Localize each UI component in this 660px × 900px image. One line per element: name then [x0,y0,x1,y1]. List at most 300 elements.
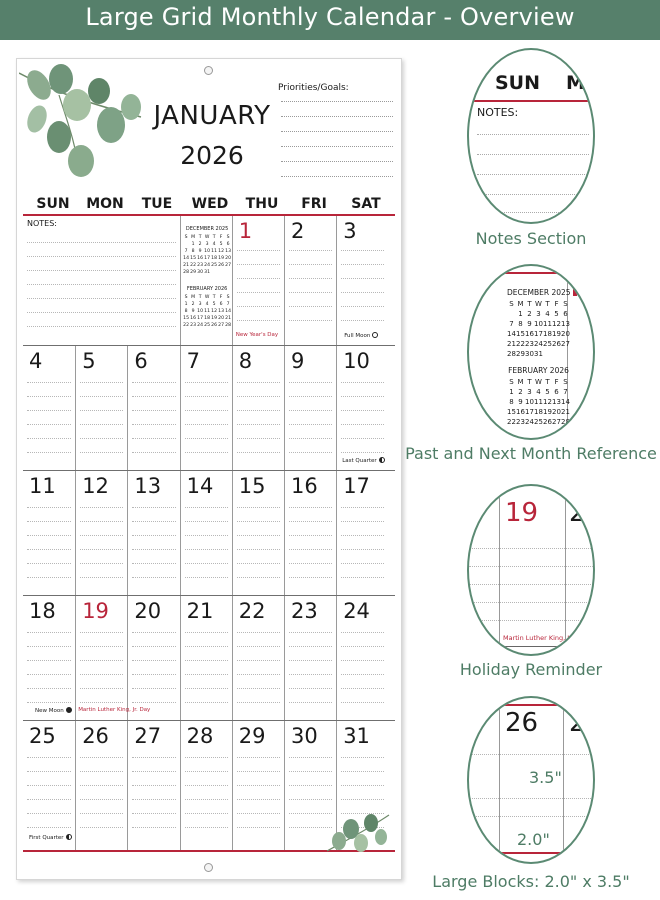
zoom-mini-day: M [517,300,524,308]
day-line [27,521,71,522]
day-line [185,757,228,758]
moon-new-label: New Moon [35,708,64,714]
day-cell[interactable] [336,216,388,345]
mini-calendar-prev-month [183,226,232,276]
priorities-line [281,146,393,147]
day-line [237,563,280,564]
day-line [80,535,123,536]
day-line [341,292,384,293]
mini-calendar-day: 19 [218,256,225,261]
zoom-mini-day: 27 [561,340,570,348]
zoom-mini-day: 14 [507,330,516,338]
day-line [289,799,332,800]
mini-calendar-day: 21 [225,316,232,321]
zoom-mini-day: 7 [563,388,568,396]
day-number: 12 [82,474,109,498]
day-number: 16 [291,474,318,498]
day-line [289,771,332,772]
mini-calendar-day: S [226,235,230,240]
zoom-mini-day: 5 [554,310,559,318]
zoom-mini-day: 21 [507,340,516,348]
zoom-mini-day: 28 [561,418,570,426]
mini-calendar-day: 3 [198,302,202,307]
zoom-mini-day: 13 [561,320,570,328]
zoom-mini-day: 6 [563,310,568,318]
mini-calendar-day: 30 [197,270,204,275]
day-line [341,563,384,564]
day-cell[interactable] [23,721,75,850]
priorities-label: Priorities/Goals: [278,83,349,93]
mini-calendar-day: 24 [197,323,204,328]
zoom-dimension-width: 2.0" [517,830,550,849]
mini-calendar-day: W [204,235,210,240]
day-number: 27 [134,724,162,748]
zoom-mini-day: 4 [545,310,550,318]
moon-new [35,707,72,714]
day-line [27,688,71,689]
zoom-mini-day: 23 [516,418,525,426]
day-line [132,549,175,550]
holiday-new-years-label: New Year's Day [235,332,279,338]
weekday-thu: THU [245,196,279,212]
notes-line [27,242,176,243]
mini-calendar-day: 23 [190,323,197,328]
day-line [185,632,228,633]
mini-calendar-day: W [204,295,210,300]
day-line [80,521,123,522]
day-number: 15 [238,474,266,498]
day-line [341,438,384,439]
notes-line [27,326,176,327]
day-line [132,410,175,411]
zoom-mini-day: 25 [543,340,552,348]
mini-calendar-day: 3 [205,242,209,247]
hanging-hole-bottom [204,863,213,872]
mini-calendar-day: 4 [212,242,216,247]
day-cell[interactable] [75,596,127,720]
zoom-day-line [469,754,593,755]
day-line [237,785,280,786]
day-line [27,549,71,550]
day-line [289,632,332,633]
day-cell[interactable] [127,471,179,595]
day-line [289,292,332,293]
day-line [289,507,332,508]
holiday-mlk-label: Martin Luther King, Jr. Day [78,707,151,713]
day-line [289,646,332,647]
day-line [185,646,228,647]
mini-calendar-day: M [191,295,196,300]
day-cell[interactable] [127,596,179,720]
day-line [132,632,175,633]
day-cell[interactable] [232,346,284,470]
mini-calendar-day: 12 [211,309,218,314]
mini-calendar-day: 11 [204,309,211,314]
day-line [341,278,384,279]
moon-phase-icon [379,457,385,463]
day-number: 24 [343,599,370,623]
zoom-mini-day [507,309,516,319]
day-line [80,396,123,397]
day-cell[interactable] [284,216,336,345]
day-number: 25 [29,724,56,748]
day-cell[interactable] [127,721,179,850]
notes-line [27,270,176,271]
zoom-mini-day: 18 [534,408,543,416]
mini-calendar-day: 9 [198,249,202,254]
day-line [185,549,228,550]
day-line [341,535,384,536]
day-line [185,771,228,772]
day-line [132,396,175,397]
zoom-mini-day [552,349,561,359]
day-line [27,771,71,772]
holiday-mlk [78,707,150,713]
day-line [185,660,228,661]
zoom-mini-day: M [517,378,524,386]
day-line [237,507,280,508]
zoom-mini-day: 13 [552,398,561,406]
day-line [27,799,71,800]
day-number: 2 [291,219,305,243]
zoom-mini-day: 2 [527,310,532,318]
calendar-week-row [23,216,395,346]
zoom-mini-day: T [527,300,532,308]
day-line [80,660,123,661]
zoom-mini-day: 24 [525,418,534,426]
day-number: 31 [343,724,370,748]
zoom-sun-label: SUN [495,72,541,94]
zoom-mini-day: S [509,378,514,386]
zoom-mini-day: 14 [561,398,570,406]
zoom-month-reference [467,264,595,440]
day-line [185,563,228,564]
mini-calendar-day: 18 [211,256,218,261]
moon-first-quarter-label: First Quarter [29,835,64,841]
mini-calendar-day: 12 [218,249,225,254]
zoom-note-line [477,194,589,195]
day-line [341,452,384,453]
day-cell[interactable] [127,346,179,470]
day-cell[interactable] [23,596,75,720]
day-line [185,702,228,703]
zoom-mini-day [543,349,552,359]
zoom-mini-day: 9 [527,320,532,328]
day-cell[interactable] [336,471,388,595]
day-line [27,410,71,411]
mini-calendar-day: 2 [198,242,202,247]
day-line [132,646,175,647]
weekday-wed: WED [191,196,229,212]
day-line [185,799,228,800]
zoom-next-day-partial: 2 [569,708,586,738]
mini-calendar-day: 10 [197,309,204,314]
mini-calendar-day: S [226,295,230,300]
mini-calendar-day: 17 [197,316,204,321]
zoom-holiday-text: Martin Luther King, Jr. Day [503,634,589,642]
day-cell[interactable] [336,346,388,470]
zoom-red-rule-bottom [469,852,593,854]
day-cell[interactable] [180,471,232,595]
day-line [27,757,71,758]
priorities-line [281,101,393,102]
day-line [132,799,175,800]
day-line [341,660,384,661]
day-line [341,549,384,550]
day-cell[interactable] [232,596,284,720]
day-cell[interactable] [23,471,75,595]
day-line [237,702,280,703]
day-line [341,424,384,425]
day-line [237,771,280,772]
day-cell[interactable] [75,471,127,595]
day-number: 13 [134,474,162,498]
day-cell[interactable] [75,346,127,470]
mini-calendar-day: 6 [226,242,230,247]
zoom-mini-day: 31 [534,350,543,358]
day-line [132,452,175,453]
day-line [237,438,280,439]
zoom-mini-day: F [554,378,559,386]
zoom-mini-day: 29 [516,350,525,358]
day-line [237,674,280,675]
day-line [132,757,175,758]
moon-phase-icon [66,834,72,840]
zoom-mini-day: 22 [516,340,525,348]
moon-full-label: Full Moon [344,333,371,339]
zoom-mini-day: 16 [525,330,534,338]
day-number: 19 [82,599,109,623]
zoom-day-line [469,620,593,621]
day-line [80,549,123,550]
mini-calendar-day [218,269,225,276]
mini-calendar-day: 22 [190,263,197,268]
zoom-mini-day: 20 [552,408,561,416]
mini-calendar-day: F [219,295,223,300]
mini-calendar-day: 15 [190,256,197,261]
day-line [132,535,175,536]
zoom-mini-day: 17 [534,330,543,338]
year: 2026 [180,141,244,170]
day-line [289,438,332,439]
day-cell[interactable] [232,721,284,850]
day-line [341,250,384,251]
day-cell[interactable] [232,216,284,345]
zoom-day-line [469,548,593,549]
calendar-week-row [23,471,395,596]
mini-calendar-day: 9 [191,309,195,314]
zoom-mini-day: 11 [543,320,552,328]
day-cell[interactable] [180,721,232,850]
mini-calendar-day: 20 [218,316,225,321]
day-line [80,452,123,453]
zoom-day-line [469,798,593,799]
day-line [185,674,228,675]
day-number: 5 [82,349,96,373]
mini-calendar-title: DECEMBER 2025 [185,226,229,232]
mini-calendar-day: 7 [184,249,188,254]
mini-calendar-day: 14 [183,256,190,261]
mini-calendar-day: T [198,295,202,300]
day-line [132,702,175,703]
day-line [27,424,71,425]
zoom-mini-day: S [563,378,568,386]
day-line [132,813,175,814]
zoom-mini-day: 11 [534,398,543,406]
day-line [185,382,228,383]
day-line [341,264,384,265]
zoom-mini-day: 25 [534,418,543,426]
zoom-notes-label: NOTES: [477,106,519,119]
day-cell[interactable] [232,471,284,595]
day-line [237,410,280,411]
day-line [27,577,71,578]
day-line [341,410,384,411]
zoom-mini-day: 10 [534,320,543,328]
day-cell[interactable] [336,596,388,720]
day-line [80,577,123,578]
day-line [132,688,175,689]
day-number: 1 [238,219,253,243]
day-line [289,306,332,307]
day-line [289,688,332,689]
mini-calendar-day: 7 [226,302,230,307]
mini-calendar-day: 15 [183,316,190,321]
mini-calendar-day [183,241,190,248]
mini-calendar-day: 25 [204,323,211,328]
day-line [289,757,332,758]
day-line [80,757,123,758]
day-line [237,660,280,661]
day-line [237,521,280,522]
day-cell[interactable] [75,721,127,850]
weekday-sat: SAT [351,196,381,212]
zoom-week-line [469,646,593,647]
day-line [27,702,71,703]
day-number: 30 [291,724,318,748]
day-line [27,632,71,633]
day-line [289,250,332,251]
mini-calendar-title: FEBRUARY 2026 [186,286,228,292]
hanging-hole-top [204,66,213,75]
weekday-sun: SUN [36,196,70,212]
day-number: 17 [343,474,370,498]
mini-calendar-day: T [212,295,216,300]
day-cell[interactable] [284,471,336,595]
zoom-mini-day: 26 [552,340,561,348]
mini-calendar-day: 13 [218,309,225,314]
day-line [80,785,123,786]
zoom-mini-day: 27 [552,418,561,426]
day-line [132,563,175,564]
day-line [27,785,71,786]
day-line [341,521,384,522]
day-line [237,396,280,397]
day-number: 20 [134,599,162,623]
day-line [185,424,228,425]
zoom-mini-day: T [527,378,532,386]
mini-calendar-day: 1 [191,242,195,247]
priorities-line [281,161,393,162]
day-line [80,771,123,772]
day-line [80,702,123,703]
day-number: 6 [134,349,148,373]
day-line [237,382,280,383]
day-line [185,452,228,453]
day-line [27,563,71,564]
day-line [237,250,280,251]
day-cell[interactable] [180,596,232,720]
day-line [237,799,280,800]
mini-calendar-day: 25 [211,263,218,268]
day-line [80,382,123,383]
zoom-mini-day: 12 [543,398,552,406]
priorities-line [281,176,393,177]
day-line [185,396,228,397]
day-line [237,264,280,265]
zoom-mini-day [561,349,570,359]
moon-last-quarter [342,457,384,464]
day-line [27,396,71,397]
day-cell[interactable] [284,346,336,470]
day-cell[interactable] [284,596,336,720]
zoom-blocks-caption: Large Blocks: 2.0" x 3.5" [432,872,630,891]
zoom-mini-day: 5 [545,388,550,396]
notes-line [27,312,176,313]
day-line [237,292,280,293]
zoom-mini-day: 28 [507,350,516,358]
month-name: JANUARY [153,101,271,131]
zoom-mini-day: 18 [543,330,552,338]
day-line [185,410,228,411]
mini-calendar-day: 19 [211,316,218,321]
zoom-mini-day: W [535,300,542,308]
zoom-mon-partial-label: M [566,72,585,94]
day-line [27,452,71,453]
zoom-mini-day: 20 [561,330,570,338]
day-line [132,507,175,508]
zoom-notes-section [467,48,595,224]
zoom-block-day: 26 [505,708,539,738]
mini-calendar-day: 29 [190,270,197,275]
day-number: 26 [82,724,109,748]
zoom-mini-day: 30 [525,350,534,358]
day-cell[interactable] [23,346,75,470]
day-cell[interactable] [180,346,232,470]
day-line [237,320,280,321]
day-line [341,577,384,578]
zoom-mini-day: 12 [552,320,561,328]
day-line [27,438,71,439]
mini-calendar-day [225,269,232,276]
zoom-mini-day: 10 [525,398,534,406]
day-line [80,632,123,633]
zoom-day-line [469,816,593,817]
zoom-mini-day: 4 [536,388,541,396]
day-line [341,646,384,647]
day-line [289,424,332,425]
day-line [289,785,332,786]
day-line [237,424,280,425]
zoom-red-digit-partial [573,276,577,296]
moon-full [344,332,378,339]
day-line [185,507,228,508]
day-line [80,646,123,647]
day-number: 18 [29,599,56,623]
zoom-mini-day: 15 [516,330,525,338]
day-line [132,785,175,786]
day-line [289,410,332,411]
